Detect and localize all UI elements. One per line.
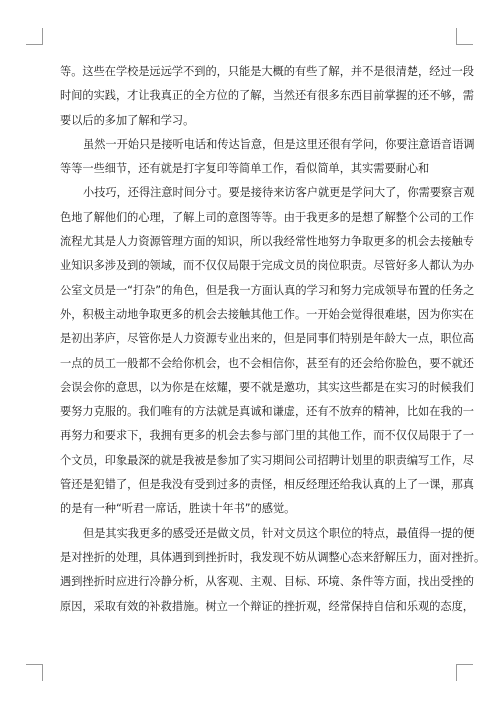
page-corner-mark-bottom-left — [26, 664, 43, 681]
text-line: 个文员，印象最深的就是我被是参加了实习期间公司招聘计划里的职责编写工作，尽 — [60, 453, 474, 467]
paragraph-first-line: 但是其实我更多的感受还是做文员，针对文员这个职位的特点，最值得一提的便 — [83, 526, 475, 540]
text-line: 小技巧，还得注意时间分寸。要是接待来访客户就更是学问大了，你需要察言观 — [83, 186, 475, 200]
paragraph-first-line: 虽然一开始只是接听电话和传达旨意，但是这里还很有学问，你要注意语音语调 — [83, 137, 475, 151]
page-corner-mark-top-right — [456, 28, 473, 45]
page-corner-mark-top-left — [26, 28, 43, 45]
document-body — [60, 65, 486, 625]
text-line: 是对挫折的处理，具体遇到到挫折时，我发现不妨从调整心态来舒解压力，面对挫折。 — [60, 550, 486, 564]
text-line: 管还是犯错了，但是我没有受到过多的责怪，相反经理还给我认真的上了一课，那真 — [60, 478, 474, 492]
text-line: 等。这些在学校是远远学不到的，只能是大概的有些了解，并不是很清楚，经过一段 — [60, 65, 474, 78]
text-line: 等等一些细节，还有就是打字复印等简单工作，看似简单，其实需要耐心和 — [60, 162, 430, 176]
text-line: 原因，采取有效的补救措施。树立一个辩证的挫折观，经常保持自信和乐观的态度， — [60, 599, 474, 613]
text-line: 时间的实践，才让我真正的全方位的了解，当然还有很多东西目前掌握的还不够，需 — [60, 89, 474, 103]
text-line: 一点的员工一般都不会给你机会，也不会相信你，甚至有的还会给你脸色，要不就还 — [60, 356, 474, 370]
text-line: 色地了解他们的心理，了解上司的意图等等。由于我更多的是想了解整个公司的工作 — [60, 210, 474, 224]
text-line: 外，积极主动地争取更多的机会去接触其他工作。一开始会觉得很难堪，因为你实在 — [60, 307, 474, 321]
text-line: 流程尤其是人力资源管理方面的知识，所以我经常性地努力争取更多的机会去接触专 — [60, 235, 474, 249]
text-line: 公室文员是一“打杂”的角色，但是我一方面认真的学习和努力完成领导布置的任务之 — [60, 283, 475, 297]
text-line: 要努力克服的。我们唯有的方法就是真诚和谦虚，还有不放弃的精神，比如在我的一 — [60, 405, 474, 419]
text-line: 再努力和要求下，我拥有更多的机会去参与部门里的其他工作，而不仅仅局限于了一 — [60, 429, 474, 443]
page-corner-mark-bottom-right — [456, 664, 473, 681]
text-line: 要以后的多加了解和学习。 — [60, 113, 195, 127]
text-line: 遇到挫折时应进行冷静分析，从客观、主观、目标、环境、条件等方面，找出受挫的 — [60, 575, 474, 589]
text-line: 业知识多涉及到的领域，而不仅仅局限于完成文员的岗位职责。尽管好多人都认为办 — [60, 259, 474, 273]
text-line: 是初出茅庐，尽管你是人力资源专业出来的，但是同事们特别是年龄大一点，职位高 — [60, 332, 474, 346]
text-line: 的是有一种“听君一席话，胜读十年书”的感觉。 — [60, 502, 296, 516]
text-line: 会误会你的意思，以为你是在炫耀，要不就是邀功，其实这些都是在实习的时候我们 — [60, 380, 474, 394]
